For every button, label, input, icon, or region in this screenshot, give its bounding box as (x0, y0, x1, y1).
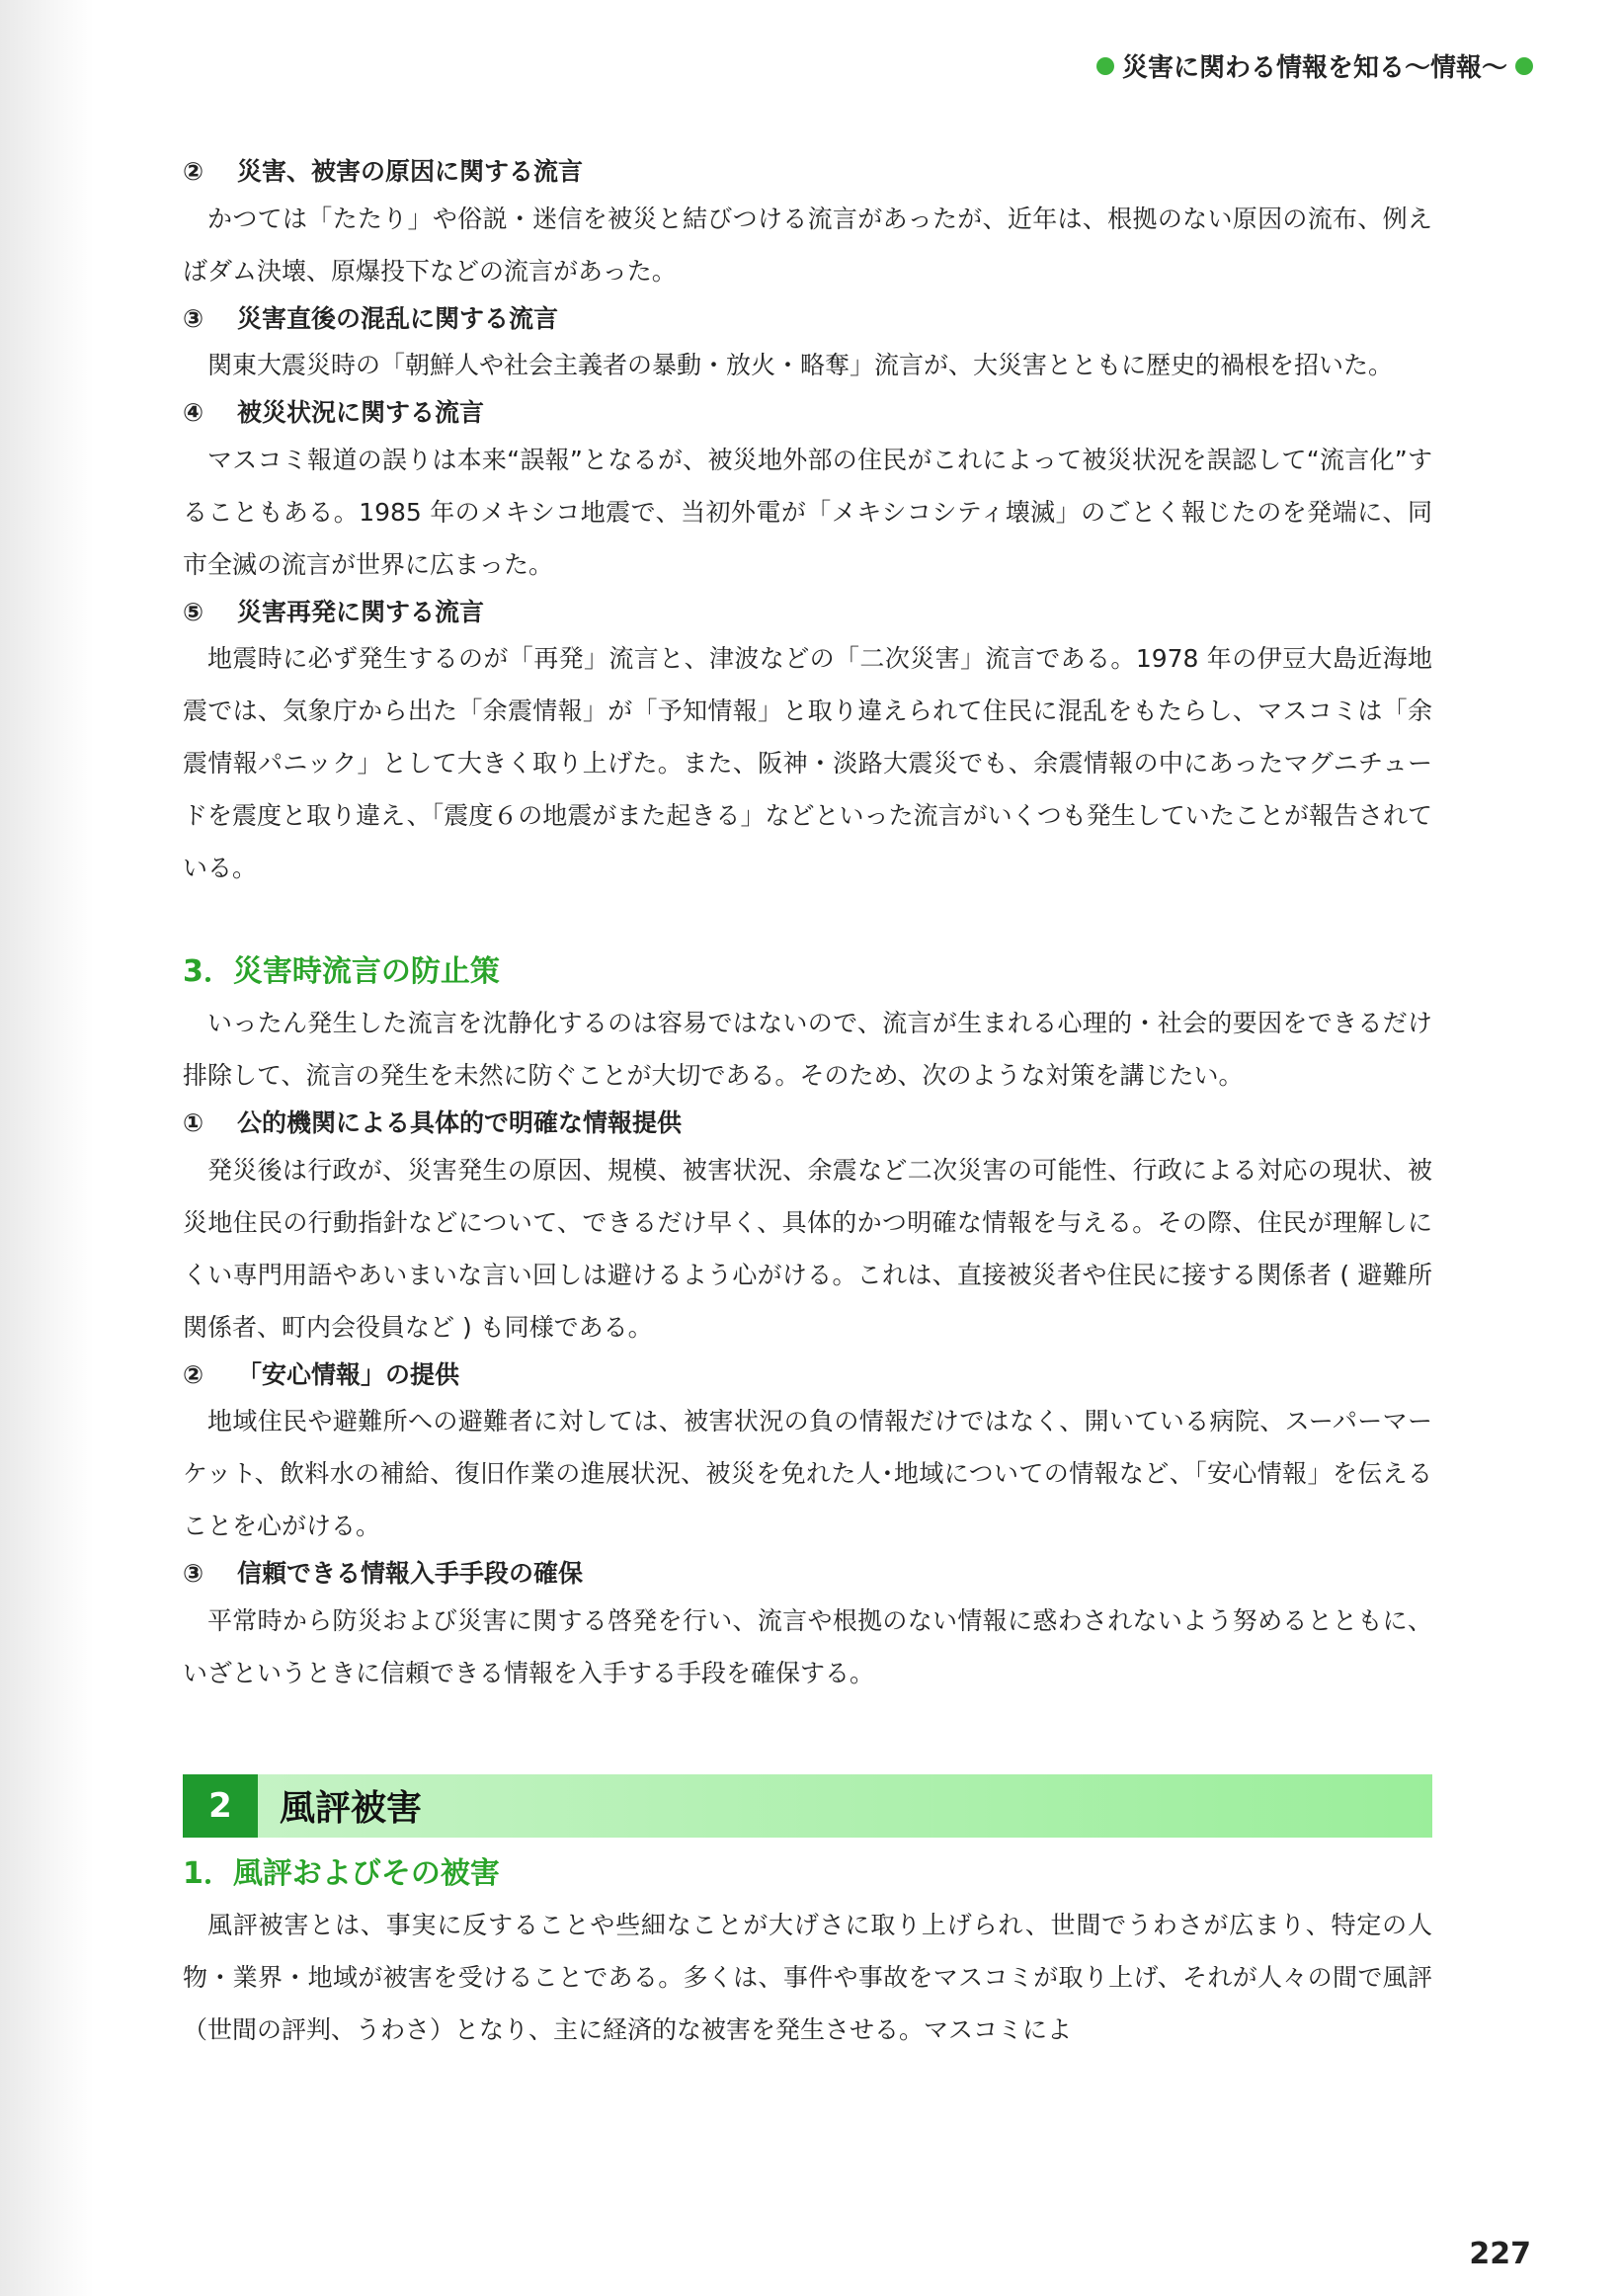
chapter-title: 風評被害 (280, 1788, 423, 1829)
section-heading: 3．災害時流言の防止策 (183, 954, 500, 989)
item-number: ③ (183, 303, 204, 333)
item-number: ④ (183, 398, 204, 427)
item-heading (183, 394, 1432, 432)
item-number: ② (183, 157, 204, 186)
item-heading-text: 信頼できる情報入手手段の確保 (237, 1559, 584, 1588)
page-edge-shadow (0, 0, 94, 2296)
body-paragraph: マスコミ報道の誤りは本来“誤報”となるが、被災地外部の住民がこれによって被災状況を誤認して“流言化”することもある。1985 年のメキシコ地震で、当初外電が「メキシコシティ壊滅」のごとく報じたのを発端に、同市全滅の流言が世界に広まった。 (183, 445, 1432, 579)
body-paragraph: 地域住民や避難所への避難者に対しては、被害状況の負の情報だけではなく、開いている病院、スーパーマーケット、飲料水の補給、復旧作業の進展状況、被災を免れた人･地域についての情報など、「安心情報」を伝えることを心がける。 (183, 1407, 1432, 1540)
item-heading (183, 1555, 1432, 1593)
body-blocks-1 (183, 153, 1432, 1699)
item-heading (183, 1105, 1432, 1142)
header-dot-right (1515, 57, 1533, 75)
item-heading-text: 公的機関による具体的で明確な情報提供 (237, 1108, 683, 1137)
page-number: 227 (1469, 2237, 1531, 2271)
item-heading (183, 594, 1432, 631)
item-heading-text: 被災状況に関する流言 (237, 398, 485, 427)
body-paragraph: 発災後は行政が、災害発生の原因、規模、被害状況、余震など二次災害の可能性、行政による対応の現状、被災地住民の行動指針などについて、できるだけ早く、具体的かつ明確な情報を与える。その際、住民が理解しにくい専門用語やあいまいな言い回しは避けるよう心がける。これは、直接被災者や住民に接する関係者 ( 避難所関係者、町内会役員など ) も同様である。 (183, 1155, 1432, 1342)
item-heading-text: 「安心情報」の提供 (237, 1359, 460, 1389)
item-heading (183, 153, 1432, 191)
body-paragraph: 関東大震災時の「朝鮮人や社会主義者の暴動・放火・略奪」流言が、大災害とともに歴史的禍根を招いた。 (207, 351, 1394, 379)
body-blocks-2 (183, 1853, 1432, 2056)
item-number: ③ (183, 1559, 204, 1588)
item-heading (183, 300, 1432, 338)
page-content (183, 150, 1432, 2056)
item-number: ⑤ (183, 597, 204, 626)
item-heading-text: 災害再発に関する流言 (237, 597, 485, 626)
item-heading-text: 災害直後の混乱に関する流言 (237, 303, 559, 333)
body-paragraph: 風評被害とは、事実に反することや些細なことが大げさに取り上げられ、世間でうわさが広まり、特定の人物・業界・地域が被害を受けることである。多くは、事件や事故をマスコミが取り上げ、それが人々の間で風評（世間の評判、うわさ）となり、主に経済的な被害を発生させる。マスコミによ (183, 1910, 1432, 2044)
item-heading-text: 災害、被害の原因に関する流言 (237, 157, 584, 186)
item-heading (183, 1356, 1432, 1394)
section-heading: 1．風評およびその被害 (183, 1855, 500, 1891)
item-number: ② (183, 1359, 204, 1389)
item-number: ① (183, 1108, 204, 1137)
body-paragraph: かつては「たたり」や俗説・迷信を被災と結びつける流言があったが、近年は、根拠のない原因の流布、例えばダム決壊、原爆投下などの流言があった。 (183, 204, 1432, 286)
body-paragraph: いったん発生した流言を沈静化するのは容易ではないので、流言が生まれる心理的・社会的要因をできるだけ排除して、流言の発生を未然に防ぐことが大切である。そのため、次のような対策を講じたい。 (183, 1009, 1432, 1090)
chapter-number: 2 (183, 1774, 258, 1838)
body-paragraph: 平常時から防災および災害に関する啓発を行い、流言や根拠のない情報に惑わされないよう努めるとともに、いざというときに信頼できる情報を入手する手段を確保する。 (183, 1605, 1432, 1687)
chapter-heading-bar (183, 1774, 1432, 1838)
running-header (1096, 47, 1533, 84)
header-dot-left (1096, 57, 1114, 75)
body-paragraph: 地震時に必ず発生するのが「再発」流言と、津波などの「二次災害」流言である。1978 年の伊豆大島近海地震では、気象庁から出た「余震情報」が「予知情報」と取り違えられて住民に混乱をもたらし、マスコミは「余震情報パニック」として大きく取り上げた。また、阪神・淡路大震災でも、余震情報の中にあったマグニチュードを震度と取り違え、「震度６の地震がまた起きる」などといった流言がいくつも発生していたことが報告されている。 (183, 644, 1432, 882)
running-header-title: 災害に関わる情報を知る〜情報〜 (1121, 53, 1507, 83)
